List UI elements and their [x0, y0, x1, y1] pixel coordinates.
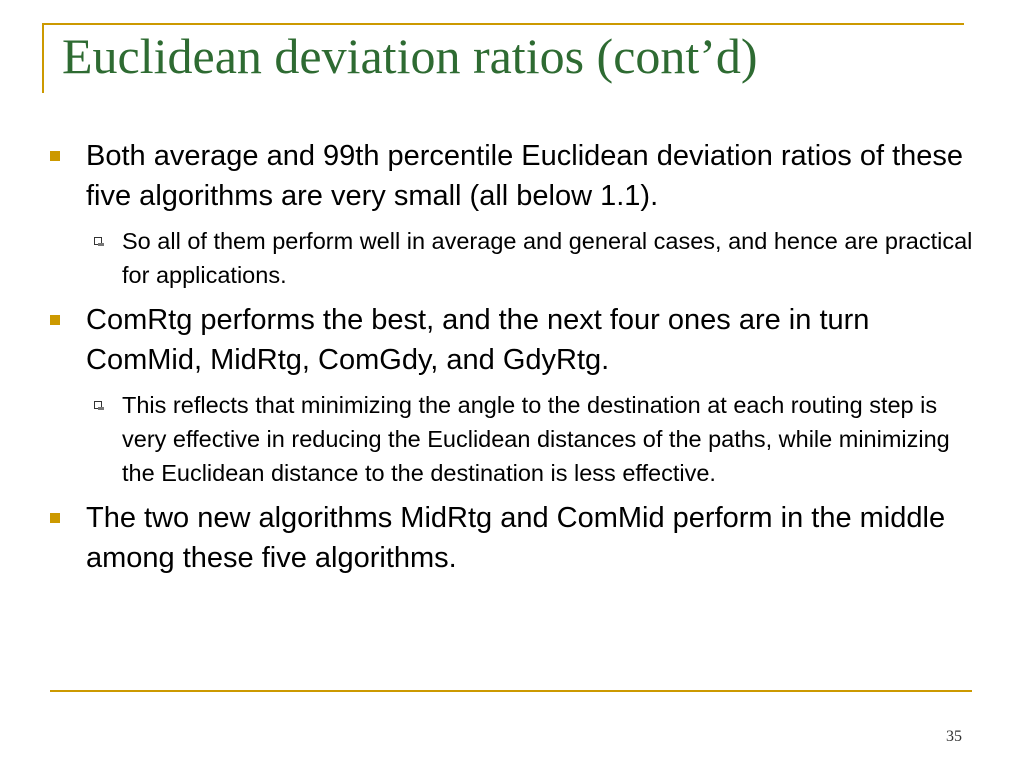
square-bullet-icon	[50, 151, 60, 161]
bullet-1-text: Both average and 99th percentile Euclidean deviation ratios of these five algorithms are very small (all below 1.1).	[86, 140, 964, 212]
title-frame-top-line	[42, 23, 964, 25]
sub-bullet-2-text: This reflects that minimizing the angle to the destination at each routing step is very effective in reducing the Euclidean distances of the paths, while minimizing the Euclidean distance to the destination is less effective.	[122, 392, 950, 486]
page-number: 35	[946, 728, 962, 745]
slide-body	[48, 136, 988, 586]
bullet-2	[48, 300, 988, 380]
sub-bullet-1-text: So all of them perform well in average and general cases, and hence are practical for applications.	[122, 228, 973, 288]
bullet-2-text: ComRtg performs the best, and the next four ones are in turn ComMid, MidRtg, ComGdy, and GdyRtg.	[86, 304, 870, 376]
title-frame-left-line	[42, 23, 44, 93]
sub-bullet-2	[86, 388, 988, 490]
box-bullet-icon	[94, 237, 102, 245]
footer-divider	[50, 690, 972, 692]
square-bullet-icon	[50, 513, 60, 523]
box-bullet-icon	[94, 401, 102, 409]
square-bullet-icon	[50, 315, 60, 325]
bullet-3-text: The two new algorithms MidRtg and ComMid perform in the middle among these five algorithms.	[86, 502, 946, 574]
bullet-3	[48, 498, 988, 578]
sub-bullet-1	[86, 224, 988, 292]
bullet-1	[48, 136, 988, 216]
slide-title: Euclidean deviation ratios (cont’d)	[62, 28, 758, 84]
